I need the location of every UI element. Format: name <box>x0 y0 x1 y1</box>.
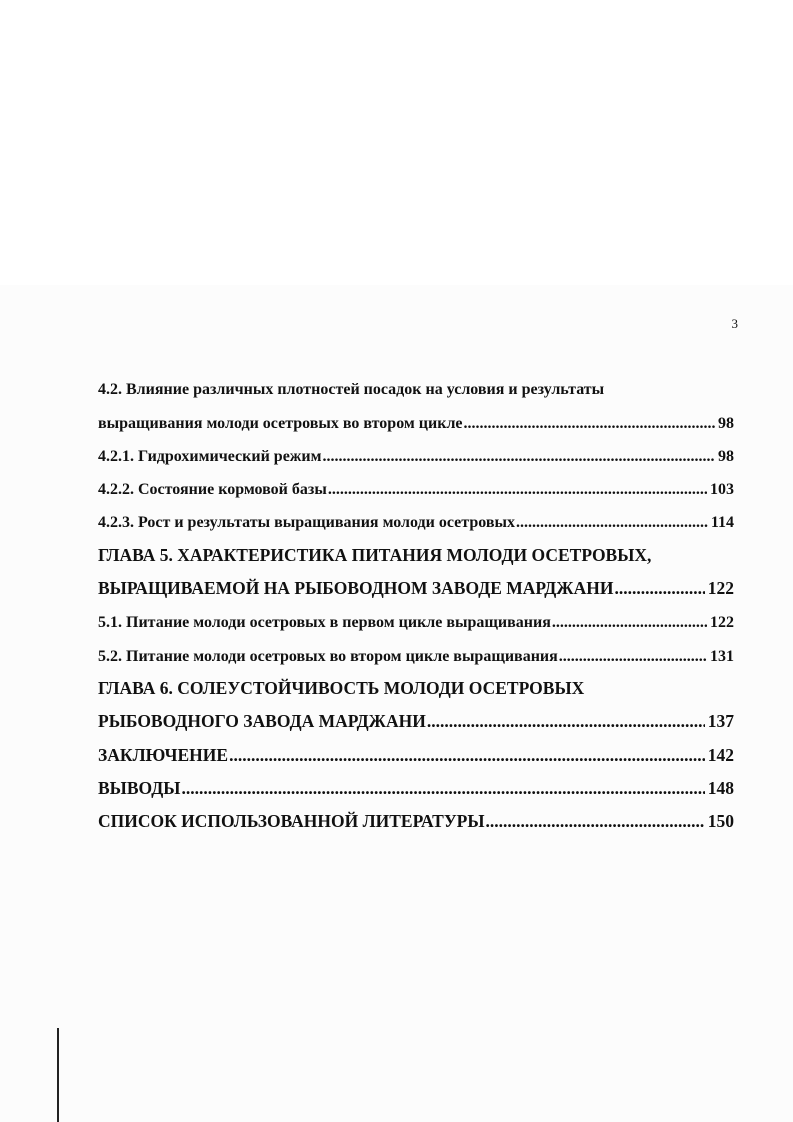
toc-entry-page: 131 <box>710 647 734 665</box>
toc-leader-dots <box>427 711 705 732</box>
toc-entry-title: 4.2.3. Рост и результаты выращивания молоди осетровых <box>98 514 515 532</box>
toc-entry-page: 114 <box>710 514 734 532</box>
toc-entry <box>98 699 734 732</box>
toc-entry-title: ГЛАВА 5. ХАРАКТЕРИСТИКА ПИТАНИЯ МОЛОДИ ОСЕТРОВЫХ, <box>98 544 652 565</box>
scan-margin-line <box>57 1028 59 1122</box>
toc-leader-dots <box>182 778 705 799</box>
toc-entry-title: 4.2.2. Состояние кормовой базы <box>98 481 327 499</box>
toc-leader-dots <box>559 648 707 666</box>
toc-leader-dots <box>516 514 708 532</box>
toc-entry <box>98 632 734 665</box>
toc-entry-title: ВЫВОДЫ <box>98 777 181 798</box>
page-number: 3 <box>731 316 738 331</box>
toc-entry <box>98 366 734 399</box>
toc-entry-page: 150 <box>707 811 734 832</box>
toc-leader-dots <box>552 614 707 632</box>
toc-entry <box>98 566 734 599</box>
toc-leader-dots <box>614 578 704 599</box>
toc-entry-page: 142 <box>707 744 734 765</box>
toc-entry-page: 122 <box>707 578 734 599</box>
toc-entry <box>98 599 734 632</box>
toc-entry-title: ВЫРАЩИВАЕМОЙ НА РЫБОВОДНОМ ЗАВОДЕ МАРДЖАНИ <box>98 578 614 599</box>
toc-leader-dots <box>323 448 715 466</box>
toc-entry-page: 98 <box>718 414 734 432</box>
toc-leader-dots <box>229 745 705 766</box>
toc-entry-page: 122 <box>710 614 734 632</box>
toc-entry-page: 137 <box>707 711 734 732</box>
toc-entry-title: РЫБОВОДНОГО ЗАВОДА МАРДЖАНИ <box>98 711 426 732</box>
toc-leader-dots <box>328 481 707 499</box>
toc-entry-page: 103 <box>710 481 734 499</box>
toc-entry-title: 5.2. Питание молоди осетровых во втором цикле выращивания <box>98 647 558 665</box>
toc-entry-page: 98 <box>718 447 734 465</box>
toc-entry <box>98 499 734 532</box>
toc-entry <box>98 433 734 466</box>
toc-entry-title: СПИСОК ИСПОЛЬЗОВАННОЙ ЛИТЕРАТУРЫ <box>98 811 485 832</box>
toc-leader-dots <box>486 811 705 832</box>
toc-entry-page: 148 <box>707 777 734 798</box>
toc-entry <box>98 399 734 432</box>
toc-entry <box>98 799 734 832</box>
toc-entry <box>98 466 734 499</box>
toc-entry <box>98 732 734 765</box>
toc-entry-title: 4.2.1. Гидрохимический режим <box>98 447 322 465</box>
toc-leader-dots <box>464 415 715 433</box>
toc-entry-title: 4.2. Влияние различных плотностей посадок на условия и результаты <box>98 381 605 399</box>
toc-entry <box>98 666 734 699</box>
toc-entry-title: ГЛАВА 6. СОЛЕУСТОЙЧИВОСТЬ МОЛОДИ ОСЕТРОВЫХ <box>98 677 585 698</box>
toc-entry-title: выращивания молоди осетровых во втором цикле <box>98 414 463 432</box>
toc-entry <box>98 532 734 565</box>
table-of-contents <box>98 366 734 832</box>
toc-entry-title: 5.1. Питание молоди осетровых в первом цикле выращивания <box>98 614 551 632</box>
toc-entry <box>98 766 734 799</box>
toc-entry-title: ЗАКЛЮЧЕНИЕ <box>98 744 229 765</box>
